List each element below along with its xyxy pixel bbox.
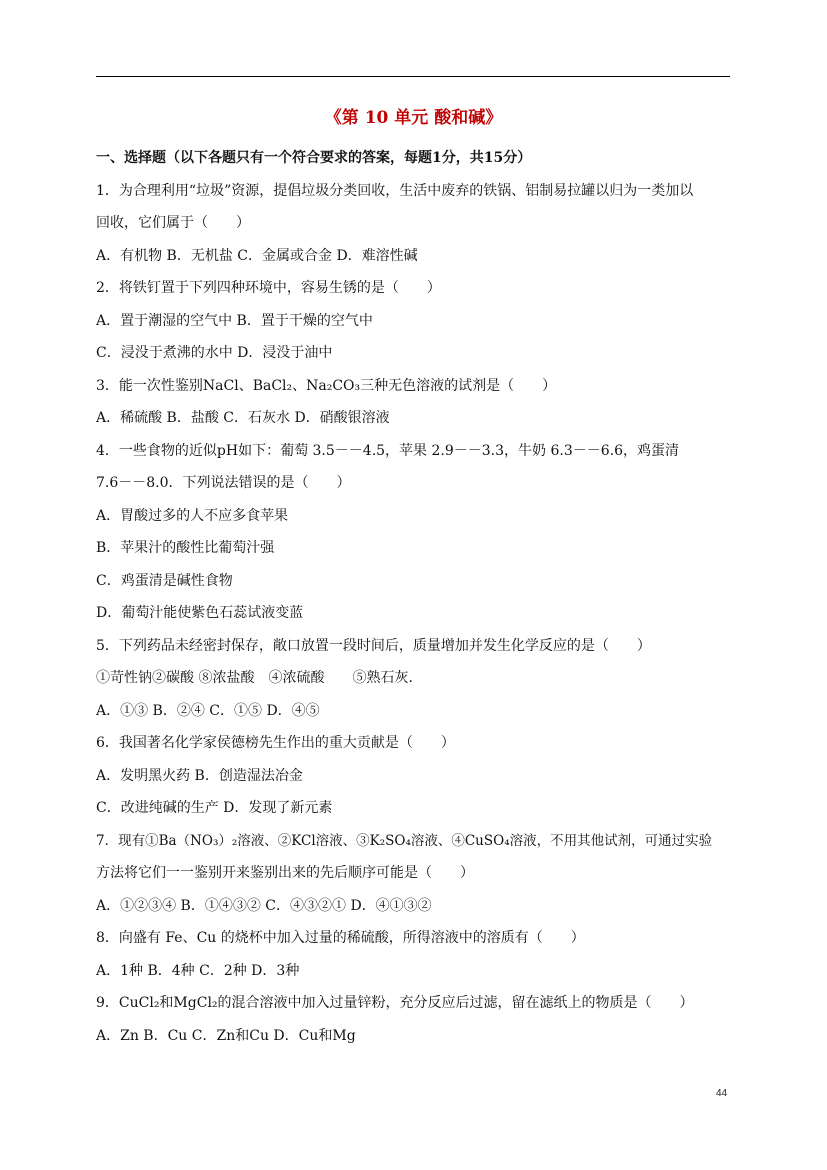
- header-rule: [96, 76, 730, 77]
- question-line: 回收，它们属于（ ）: [96, 215, 250, 231]
- option-line: A．①③ B．②④ C．①⑤ D．④⑤: [96, 703, 320, 719]
- question-line: ①苛性钠②碳酸 ⑧浓盐酸 ④浓硫酸 ⑤熟石灰．: [96, 670, 423, 686]
- question-line: 方法将它们一一鉴别开来鉴别出来的先后顺序可能是（ ）: [96, 865, 474, 881]
- option-line: C．改进纯碱的生产 D．发现了新元素: [96, 800, 333, 816]
- question-line: 1．为合理利用“垃圾”资源，提倡垃圾分类回收，生活中废弃的铁锅、铝制易拉罐以归为一类加以: [96, 183, 694, 199]
- option-line: B．苹果汁的酸性比葡萄汁强: [96, 540, 275, 556]
- question-line: 8．向盛有 Fe、Cu 的烧杯中加入过量的稀硫酸，所得溶液中的溶质有（ ）: [96, 930, 585, 946]
- question-line: 7．现有①Ba（NO₃）₂溶液、②KCl溶液、③K₂SO₄溶液、④CuSO₄溶液，不用其他试剂，可通过实验: [96, 833, 713, 849]
- page-title: 《第 10 单元 酸和碱》: [324, 108, 503, 128]
- question-line: 7.6－－8.0．下列说法错误的是（ ）: [96, 475, 351, 491]
- page-number: 44: [716, 1088, 728, 1099]
- option-line: A．发明黑火药 B．创造湿法冶金: [96, 768, 303, 784]
- option-line: A．Zn B．Cu C．Zn和Cu D．Cu和Mg: [96, 1028, 356, 1044]
- question-line: 5．下列药品未经密封保存，敞口放置一段时间后，质量增加并发生化学反应的是（ ）: [96, 638, 651, 654]
- option-line: A．1种 B．4种 C．2种 D．3种: [96, 963, 300, 979]
- option-line: A．胃酸过多的人不应多食苹果: [96, 508, 289, 524]
- question-line: 2．将铁钉置于下列四种环境中，容易生锈的是（ ）: [96, 280, 441, 296]
- question-line: 4．一些食物的近似pH如下：葡萄 3.5－－4.5，苹果 2.9－－3.3，牛奶 6.3－－6.6，鸡蛋清: [96, 443, 680, 459]
- option-line: D．葡萄汁能使紫色石蕊试液变蓝: [96, 605, 304, 621]
- option-line: A．有机物 B．无机盐 C．金属或合金 D．难溶性碱: [96, 248, 418, 264]
- option-line: C．鸡蛋清是碱性食物: [96, 573, 233, 589]
- option-line: C．浸没于煮沸的水中 D．浸没于油中: [96, 345, 333, 361]
- question-line: 3．能一次性鉴别NaCl、BaCl₂、Na₂CO₃三种无色溶液的试剂是（ ）: [96, 378, 557, 394]
- question-line: 6．我国著名化学家侯德榜先生作出的重大贡献是（ ）: [96, 735, 455, 751]
- option-line: A．稀硫酸 B．盐酸 C．石灰水 D．硝酸银溶液: [96, 410, 390, 426]
- question-line: 9．CuCl₂和MgCl₂的混合溶液中加入过量锌粉，充分反应后过滤，留在滤纸上的物质是（ ）: [96, 995, 694, 1011]
- option-line: A．置于潮湿的空气中 B．置于干燥的空气中: [96, 313, 373, 329]
- option-line: A．①②③④ B．①④③② C．④③②① D．④①③②: [96, 898, 432, 914]
- section-heading: 一、选择题（以下各题只有一个符合要求的答案，每题1分，共15分）: [96, 150, 532, 166]
